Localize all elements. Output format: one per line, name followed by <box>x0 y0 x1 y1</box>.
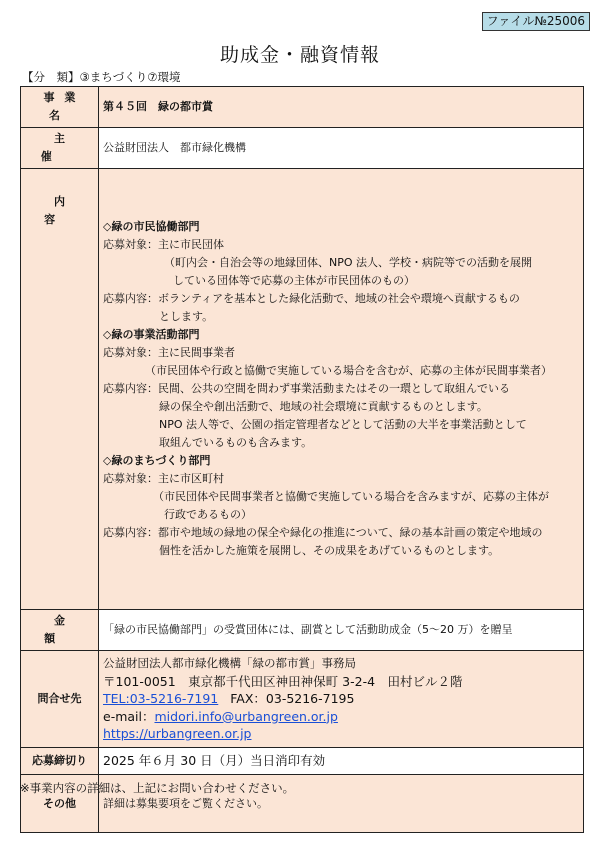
label-content <box>21 169 99 610</box>
email-link[interactable]: midori.info@urbangreen.or.jp <box>154 708 338 724</box>
row-host <box>21 128 584 169</box>
website-link[interactable]: https://urbangreen.or.jp <box>103 726 252 742</box>
contact-org: 公益財団法人都市緑化機構「緑の都市賞」事務局 <box>103 656 356 671</box>
content-line: 応募対象：主に民間事業者 <box>103 346 235 359</box>
label-amount-text: 金額 <box>44 614 85 645</box>
file-number-badge: ファイル№25006 <box>482 12 590 31</box>
label-host <box>21 128 99 169</box>
content-line: 応募対象：主に市民団体 <box>103 238 224 251</box>
content-line: 応募内容：都市や地域の緑地の保全や緑化の推進について、緑の基本計画の策定や地域の <box>103 526 543 539</box>
section-heading: ◇緑のまちづくり部門 <box>103 454 211 467</box>
category-line: 【分 類】③まちづくり⑦環境 <box>22 70 181 84</box>
label-other: その他 <box>21 775 99 833</box>
row-project-name <box>21 87 584 128</box>
content-line: とします。 <box>159 310 214 323</box>
section-heading: ◇緑の市民協働部門 <box>103 220 200 233</box>
label-project-name <box>21 87 99 128</box>
row-content <box>21 169 584 610</box>
row-amount <box>21 610 584 651</box>
value-other: 詳細は募集要項をご覧ください。 <box>99 775 584 833</box>
label-project-name-text: 事業名 <box>43 91 86 122</box>
value-host: 公益財団法人 都市緑化機構 <box>99 128 584 169</box>
content-line: （市民団体や行政と協働で実施している場合を含むが、応募の主体が民間事業者） <box>145 364 552 377</box>
content-line: 応募内容：ボランティアを基本とした緑化活動で、地域の社会や環境へ貢献するもの <box>103 292 520 305</box>
section-citizen <box>103 218 579 326</box>
content-line: 行政であるもの） <box>164 508 252 521</box>
row-deadline <box>21 748 584 775</box>
label-amount <box>21 610 99 651</box>
content-line: 個性を活かした施策を展開し、その成果をあげているものとします。 <box>159 544 500 557</box>
content-line: している団体等で応募の主体が市民団体のもの） <box>173 274 415 287</box>
fax-text: FAX：03-5216-7195 <box>230 691 355 707</box>
label-deadline: 応募締切り <box>21 748 99 775</box>
label-host-text: 主催 <box>40 132 92 163</box>
section-town <box>103 452 579 560</box>
email-prefix: e-mail： <box>103 708 155 724</box>
label-contact: 問合せ先 <box>21 651 99 748</box>
content-line: 応募内容：民間、公共の空間を問わず事業活動またはその一環として取組んでいる <box>103 382 510 395</box>
phone-link[interactable]: TEL:03-5216-7191 <box>103 691 219 707</box>
footnote: ※事業内容の詳細は、上記にお問い合わせください。 <box>20 781 295 795</box>
contact-address: 〒101-0051 東京都千代田区神田神保町 3-2-4 田村ビル２階 <box>103 673 463 689</box>
content-line: 緑の保全や創出活動で、地域の社会環境に貢献するものとします。 <box>159 400 488 413</box>
value-project-name: 第４５回 緑の都市賞 <box>99 87 584 128</box>
content-line: （町内会・自治会等の地縁団体、NPO 法人、学校・病院等での活動を展開 <box>164 256 533 269</box>
contact-url-line <box>103 725 579 743</box>
contact-email-line <box>103 708 579 726</box>
section-business <box>103 326 579 452</box>
contact-phone-line <box>103 690 579 708</box>
row-contact <box>21 651 584 748</box>
value-deadline: 2025 年６月 30 日（月）当日消印有効 <box>99 748 584 775</box>
value-contact <box>99 651 584 748</box>
page-title: 助成金・融資情報 <box>219 44 380 66</box>
content-line: NPO 法人等で、公園の指定管理者などとして活動の大半を事業活動として <box>159 418 527 431</box>
info-table <box>20 86 584 833</box>
value-content <box>99 169 584 610</box>
value-amount: 「緑の市民協働部門」の受賞団体には、副賞として活動助成金（5～20 万）を贈呈 <box>99 610 584 651</box>
section-heading: ◇緑の事業活動部門 <box>103 328 200 341</box>
label-content-text: 内容 <box>44 195 85 226</box>
content-line: （市民団体や民間事業者と協働で実施している場合を含みますが、応募の主体が <box>153 490 549 503</box>
content-line: 取組んでいるものも含みます。 <box>159 436 313 449</box>
content-line: 応募対象：主に市区町村 <box>103 472 224 485</box>
